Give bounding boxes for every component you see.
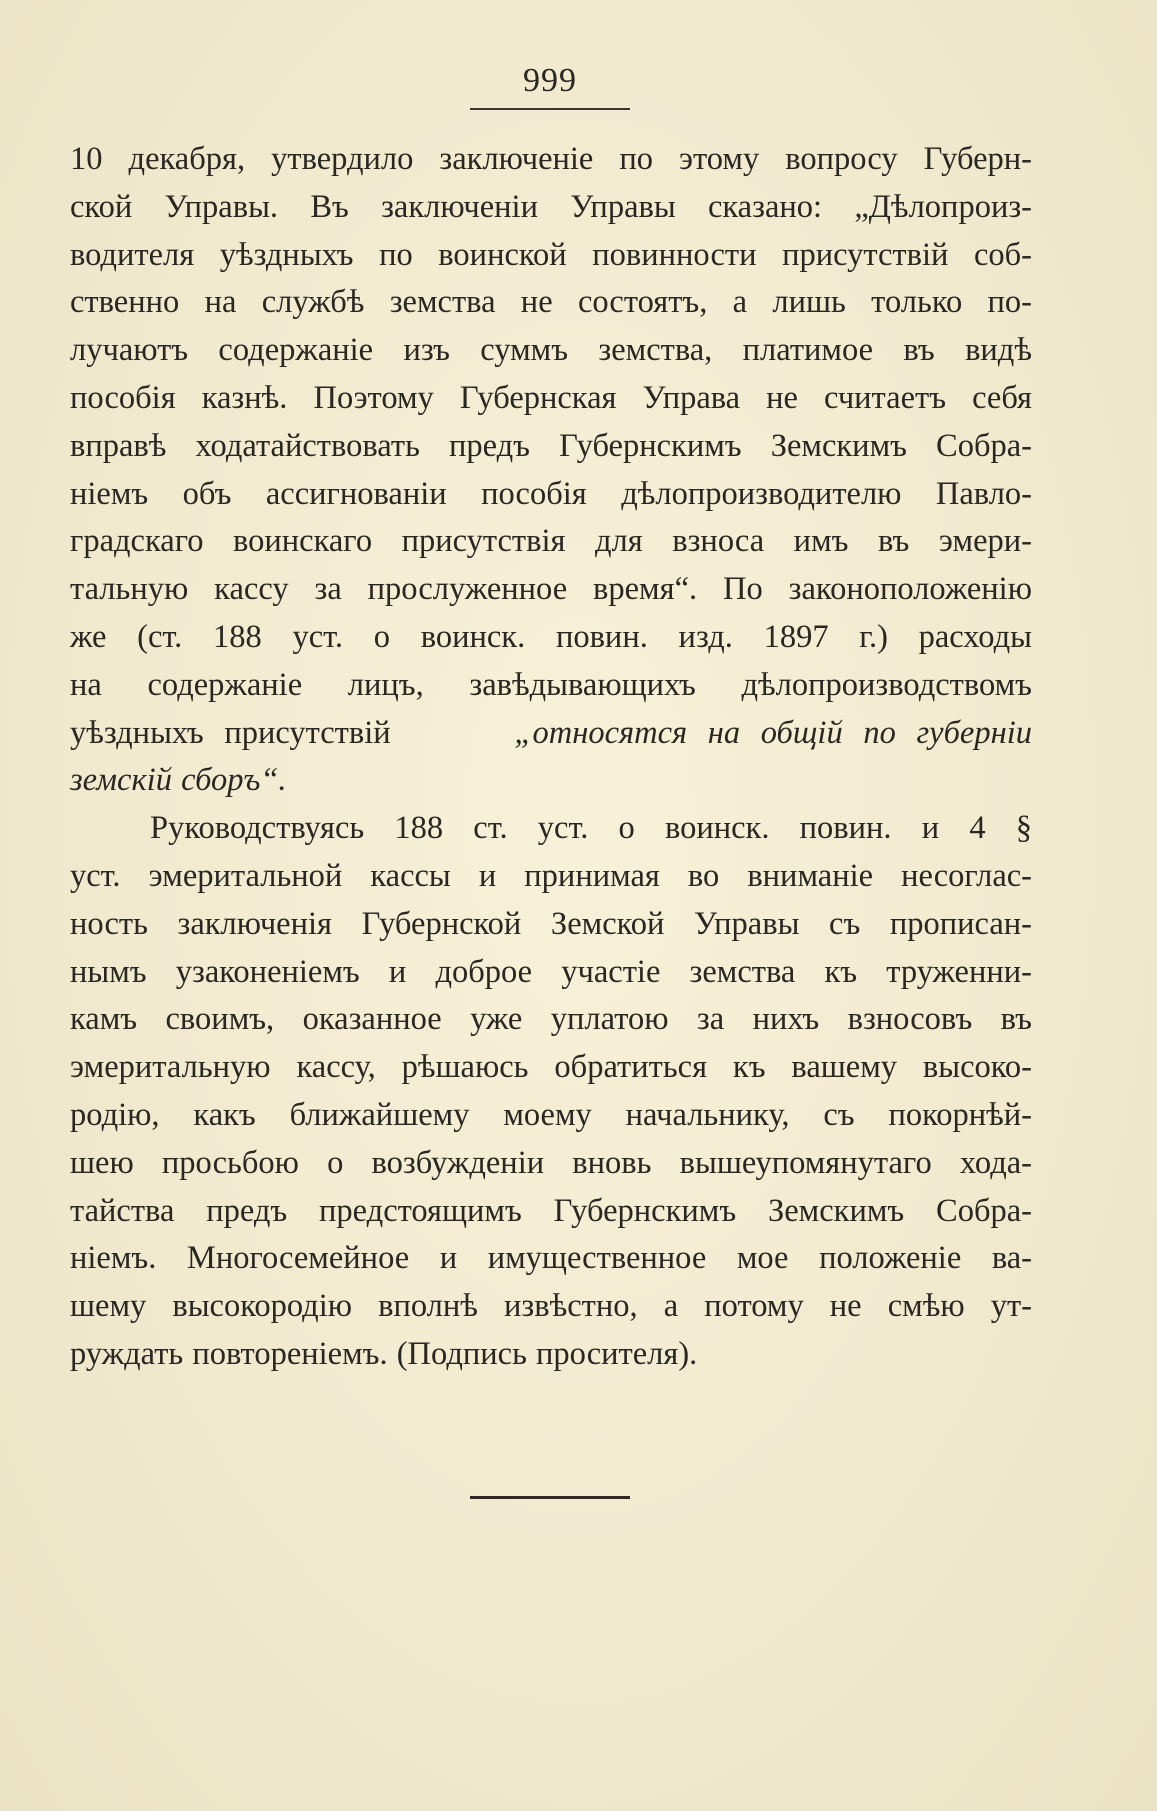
- text-line: уст. эмеритальной кассы и принимая во вниманіе несоглас-: [70, 857, 1032, 894]
- paragraph-first-line: Руководствуясь 188 ст. уст. о воинск. повин. и 4 §: [150, 810, 1032, 847]
- text-line-mixed: [70, 710, 1032, 758]
- text-line: ность заключенія Губернской Земской Управы съ прописан-: [70, 905, 1032, 942]
- text-line: водителя уѣздныхъ по воинской повинности присутствій соб-: [70, 236, 1032, 273]
- text-line: 10 декабря, утвердило заключеніе по этому вопросу Губерн-: [70, 141, 1032, 177]
- text-line: лучаютъ содержаніе изъ суммъ земства, платимое въ видѣ: [70, 332, 1032, 369]
- text-line: вправѣ ходатайствовать предъ Губернскимъ Земскимъ Собра-: [70, 427, 1032, 464]
- text-line: ской Управы. Въ заключеніи Управы сказано: „Дѣлопроиз-: [70, 188, 1032, 225]
- text-line: ніемъ. Многосемейное и имущественное мое положеніе ва-: [70, 1240, 1032, 1277]
- text-line: эмеритальную кассу, рѣшаюсь обратиться къ вашему высоко-: [70, 1049, 1032, 1086]
- text-line: тальную кассу за прослуженное время“. По законоположенію: [70, 571, 1032, 608]
- text-line: ственно на службѣ земства не состоятъ, а лишь только по-: [70, 284, 1032, 321]
- body-text: [70, 136, 1032, 1379]
- text-line: градскаго воинскаго присутствія для взноса имъ въ эмери-: [70, 523, 1032, 560]
- page-number: 999: [523, 62, 577, 99]
- text-line: шею просьбою о возбужденіи вновь вышеупомянутаго хода-: [70, 1144, 1032, 1181]
- text-italic-quote: „относятся на общій по губерніи: [514, 714, 1032, 751]
- header-rule: [470, 108, 630, 110]
- text-line: на содержаніе лицъ, завѣдывающихъ дѣлопроизводствомъ: [70, 666, 1032, 703]
- text-line: же (ст. 188 уст. о воинск. повин. изд. 1897 г.) расходы: [70, 618, 1032, 655]
- text-line: шему высокородію вполнѣ извѣстно, а потому не смѣю ут-: [70, 1288, 1032, 1325]
- text-line-last: руждать повтореніемъ. (Подпись просителя).: [70, 1335, 698, 1372]
- text-line: родію, какъ ближайшему моему начальнику, съ покорнѣй-: [70, 1096, 1032, 1133]
- text-italic-quote-end: земскій сборъ“.: [70, 762, 287, 799]
- text-line: ніемъ объ ассигнованіи пособія дѣлопроизводителю Павло-: [70, 475, 1032, 512]
- text-line: пособія казнѣ. Поэтому Губернская Управа не считаетъ себя: [70, 379, 1032, 416]
- text-line: камъ своимъ, оказанное уже уплатою за нихъ взносовъ въ: [70, 1001, 1032, 1038]
- footer-rule: [470, 1496, 630, 1499]
- text-plain: уѣздныхъ присутствій: [70, 714, 391, 751]
- text-line: тайства предъ предстоящимъ Губернскимъ Земскимъ Собра-: [70, 1192, 1032, 1229]
- text-line: нымъ узаконеніемъ и доброе участіе земства къ труженни-: [70, 953, 1032, 990]
